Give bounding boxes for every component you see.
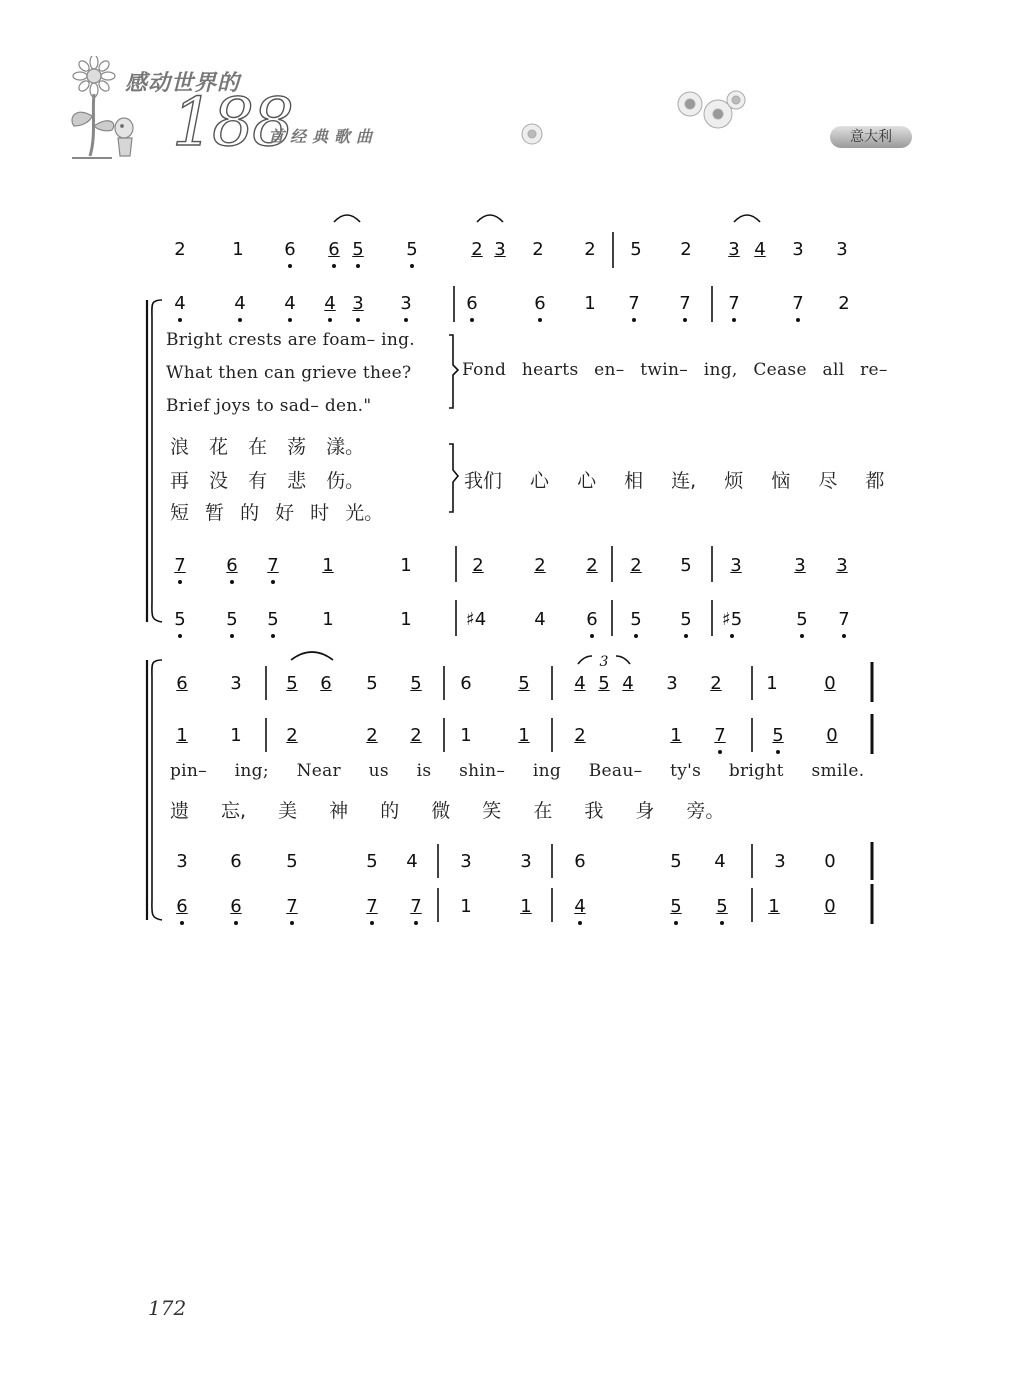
note: 4 bbox=[622, 673, 634, 694]
note: 2 bbox=[534, 555, 546, 576]
octave-dot bbox=[356, 318, 360, 322]
octave-dot bbox=[290, 921, 294, 925]
octave-dot bbox=[230, 634, 234, 638]
note: 6 bbox=[226, 897, 246, 917]
note: 1 bbox=[518, 725, 530, 746]
octave-dot bbox=[683, 318, 687, 322]
note: 5 bbox=[286, 673, 298, 694]
note: 5 bbox=[670, 851, 682, 872]
octave-dot bbox=[800, 634, 804, 638]
lyric-zh-shared: 我们 心 心 相 连, 烦 恼 尽 都 bbox=[464, 470, 885, 492]
note: ♯4 bbox=[466, 609, 487, 630]
note: 4 bbox=[714, 851, 726, 872]
note: 2 bbox=[286, 725, 298, 746]
note: 7 bbox=[406, 897, 426, 917]
note: 5 bbox=[518, 673, 530, 694]
octave-dot bbox=[230, 580, 234, 584]
octave-dot bbox=[271, 634, 275, 638]
note: 2 bbox=[584, 239, 596, 260]
octave-dot bbox=[578, 921, 582, 925]
lyric-zh-line: 遗 忘, 美 神 的 微 笑 在 我 身 旁。 bbox=[170, 800, 725, 822]
note: 6 bbox=[320, 673, 332, 694]
note: 5 bbox=[263, 610, 283, 630]
note: 5 bbox=[410, 673, 422, 694]
octave-dot bbox=[590, 634, 594, 638]
octave-dot bbox=[414, 921, 418, 925]
note: 3 bbox=[460, 851, 472, 872]
note: 5 bbox=[348, 240, 368, 260]
note: 3 bbox=[494, 239, 506, 260]
lyric-en-verse3: Brief joys to sad– den." bbox=[166, 396, 372, 416]
octave-dot bbox=[234, 921, 238, 925]
note: 5 bbox=[676, 610, 696, 630]
note: 3 bbox=[836, 555, 848, 576]
note: 6 bbox=[176, 673, 188, 694]
note: 6 bbox=[230, 851, 242, 872]
note: 4 bbox=[534, 609, 546, 630]
note: 1 bbox=[584, 293, 596, 314]
octave-dot bbox=[238, 318, 242, 322]
note: 1 bbox=[766, 673, 778, 694]
note: 1 bbox=[460, 725, 472, 746]
octave-dot bbox=[332, 264, 336, 268]
note: 5 bbox=[626, 610, 646, 630]
system2-brace bbox=[152, 660, 162, 920]
lyric-group-bracket bbox=[449, 335, 458, 408]
octave-dot bbox=[370, 921, 374, 925]
series-title: 感动世界的 bbox=[125, 70, 241, 96]
note: 3 bbox=[348, 294, 368, 314]
note: 5 bbox=[792, 610, 812, 630]
octave-dot bbox=[178, 634, 182, 638]
note: 1 bbox=[400, 609, 412, 630]
note: 1 bbox=[520, 896, 532, 917]
octave-dot bbox=[732, 318, 736, 322]
slur bbox=[477, 215, 503, 222]
note: 5 bbox=[402, 240, 422, 260]
octave-dot bbox=[796, 318, 800, 322]
note: 6 bbox=[280, 240, 300, 260]
octave-dot bbox=[410, 264, 414, 268]
note: 4 bbox=[170, 294, 190, 314]
octave-dot bbox=[776, 750, 780, 754]
note: 1 bbox=[232, 239, 244, 260]
octave-dot bbox=[720, 921, 724, 925]
octave-dot bbox=[632, 318, 636, 322]
lyric-en-verse1: Bright crests are foam– ing. bbox=[166, 330, 415, 350]
note: 4 bbox=[230, 294, 250, 314]
note: 1 bbox=[176, 725, 188, 746]
lyric-zh-verse1: 浪 花 在 荡 漾。 bbox=[170, 436, 365, 458]
note: 5 bbox=[630, 239, 642, 260]
note: 5 bbox=[712, 897, 732, 917]
note: 3 bbox=[230, 673, 242, 694]
note: 4 bbox=[570, 897, 590, 917]
octave-dot bbox=[538, 318, 542, 322]
note: 2 bbox=[532, 239, 544, 260]
octave-dot bbox=[178, 580, 182, 584]
octave-dot bbox=[356, 264, 360, 268]
lyric-zh-verse3: 短 暂 的 好 时 光。 bbox=[170, 502, 384, 524]
note: 7 bbox=[263, 556, 283, 576]
note: 2 bbox=[410, 725, 422, 746]
note: 2 bbox=[680, 239, 692, 260]
octave-dot bbox=[470, 318, 474, 322]
note: 0 bbox=[824, 851, 836, 872]
note: 2 bbox=[574, 725, 586, 746]
note: 0 bbox=[826, 725, 838, 746]
note: 5 bbox=[366, 851, 378, 872]
note: 7 bbox=[624, 294, 644, 314]
note: 1 bbox=[322, 555, 334, 576]
tuplet-number: 3 bbox=[599, 654, 609, 670]
lyric-en-shared: Fond hearts en– twin– ing, Cease all re– bbox=[462, 360, 888, 380]
note: 5 bbox=[170, 610, 190, 630]
note: 1 bbox=[322, 609, 334, 630]
slur bbox=[291, 652, 333, 660]
note: 2 bbox=[366, 725, 378, 746]
octave-dot bbox=[684, 634, 688, 638]
note: 3 bbox=[794, 555, 806, 576]
note: 2 bbox=[174, 239, 186, 260]
note: 5 bbox=[680, 555, 692, 576]
note: 6 bbox=[574, 851, 586, 872]
note: 1 bbox=[230, 725, 242, 746]
octave-dot bbox=[271, 580, 275, 584]
octave-dot bbox=[404, 318, 408, 322]
note: 6 bbox=[172, 897, 192, 917]
lyric-en-line: pin– ing; Near us is shin– ing Beau– ty's bright smile. bbox=[170, 761, 865, 781]
note: 6 bbox=[530, 294, 550, 314]
note: 7 bbox=[170, 556, 190, 576]
note: 2 bbox=[471, 239, 483, 260]
note: 7 bbox=[675, 294, 695, 314]
slur bbox=[334, 215, 360, 222]
page-number: 172 bbox=[148, 1296, 187, 1320]
note: 3 bbox=[666, 673, 678, 694]
note: 7 bbox=[724, 294, 744, 314]
note: 5 bbox=[222, 610, 242, 630]
octave-dot bbox=[634, 634, 638, 638]
note: 5 bbox=[286, 851, 298, 872]
note: 2 bbox=[710, 673, 722, 694]
note: 3 bbox=[792, 239, 804, 260]
octave-dot bbox=[328, 318, 332, 322]
series-subtitle: 首经典歌曲 bbox=[268, 127, 379, 146]
system1-brace bbox=[152, 300, 162, 622]
note: 4 bbox=[574, 673, 586, 694]
note: 3 bbox=[176, 851, 188, 872]
note: 0 bbox=[824, 896, 836, 917]
note: 4 bbox=[406, 851, 418, 872]
note: 5 bbox=[598, 673, 610, 694]
note: 1 bbox=[768, 896, 780, 917]
note: 6 bbox=[582, 610, 602, 630]
note: 7 bbox=[710, 726, 730, 746]
note: 5 bbox=[768, 726, 788, 746]
slur bbox=[734, 215, 760, 222]
note: 4 bbox=[320, 294, 340, 314]
note: 2 bbox=[586, 555, 598, 576]
series-number: 188 bbox=[172, 84, 292, 161]
note: 2 bbox=[472, 555, 484, 576]
note: 1 bbox=[670, 725, 682, 746]
note: 7 bbox=[788, 294, 808, 314]
note: 6 bbox=[324, 240, 344, 260]
note: 1 bbox=[460, 896, 472, 917]
octave-dot bbox=[288, 318, 292, 322]
octave-dot bbox=[180, 921, 184, 925]
note: 3 bbox=[396, 294, 416, 314]
note: 5 bbox=[366, 673, 378, 694]
lyric-en-verse2: What then can grieve thee? bbox=[166, 363, 412, 383]
note: 7 bbox=[282, 897, 302, 917]
note: 4 bbox=[280, 294, 300, 314]
note: 2 bbox=[838, 293, 850, 314]
octave-dot bbox=[842, 634, 846, 638]
country-tag: 意大利 bbox=[830, 126, 912, 148]
note: 1 bbox=[400, 555, 412, 576]
note: ♯5 bbox=[722, 610, 742, 630]
note: 4 bbox=[754, 239, 766, 260]
note: 3 bbox=[730, 555, 742, 576]
note: 6 bbox=[222, 556, 242, 576]
octave-dot bbox=[288, 264, 292, 268]
note: 6 bbox=[460, 673, 472, 694]
octave-dot bbox=[178, 318, 182, 322]
lyric-zh-verse2: 再 没 有 悲 伤。 bbox=[170, 470, 365, 492]
note: 3 bbox=[836, 239, 848, 260]
note: 7 bbox=[834, 610, 854, 630]
octave-dot bbox=[674, 921, 678, 925]
octave-dot bbox=[730, 634, 734, 638]
note: 3 bbox=[774, 851, 786, 872]
note: 0 bbox=[824, 673, 836, 694]
note: 3 bbox=[520, 851, 532, 872]
note: 5 bbox=[666, 897, 686, 917]
note: 6 bbox=[462, 294, 482, 314]
note: 7 bbox=[362, 897, 382, 917]
octave-dot bbox=[718, 750, 722, 754]
lyric-group-bracket bbox=[449, 444, 458, 512]
note: 3 bbox=[728, 239, 740, 260]
note: 2 bbox=[630, 555, 642, 576]
